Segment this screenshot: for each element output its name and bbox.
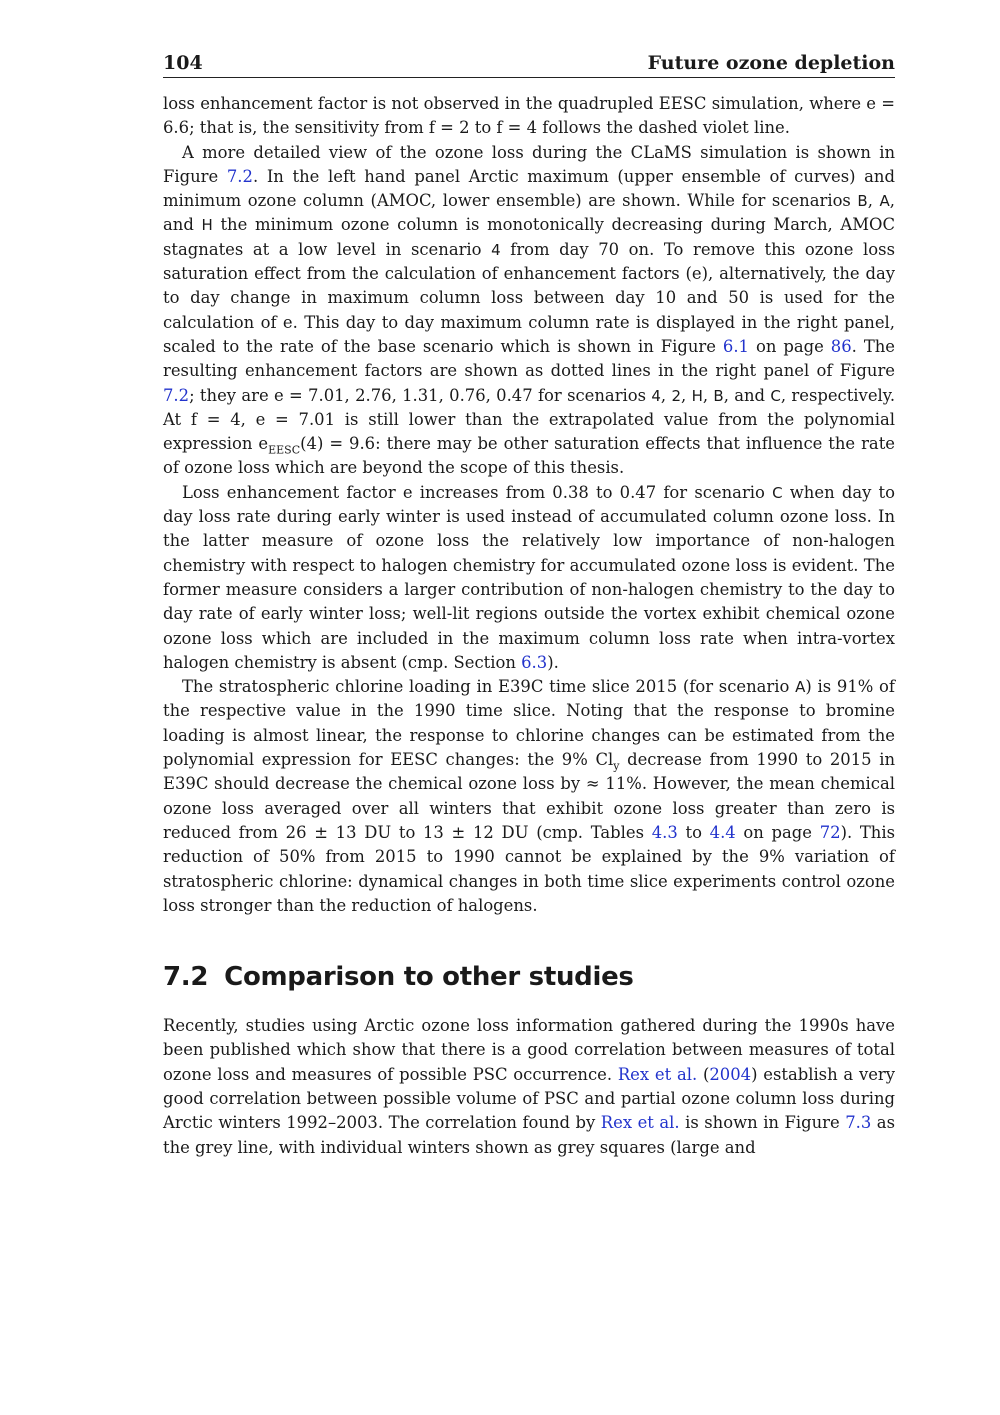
figure-7-2-link[interactable]: 7.2 bbox=[226, 166, 253, 186]
figure-7-3-link[interactable]: 7.3 bbox=[845, 1113, 872, 1133]
running-header bbox=[163, 52, 895, 78]
section-title: Comparison to other studies bbox=[224, 962, 634, 993]
scenario-label: 4 bbox=[491, 240, 501, 259]
figure-7-2-link[interactable]: 7.2 bbox=[163, 385, 190, 405]
scenario-label: A bbox=[879, 192, 890, 211]
body-text bbox=[163, 92, 895, 918]
paragraph-4: The stratospheric chlorine loading in E39C time slice 2015 (for scenario A) is 91% of the respective value in the 1990 time slice. Noting that the response to bromine loading is almost linear, the response to chlorine changes can be estimated from the polynomial expression for EESC changes: the 9% $Cl_y$ decrease from 1990 to 2015 in E39C should decrease the chemical ozone loss by ≈ 11%. However, the mean chemical ozone loss averaged over all winters that exhibit ozone loss greater than zero is reduced from 26 ± 13 DU to 13 ± 12 DU (cmp. Tables 4.3 to 4.4 on page 72). This reduction of 50% from 2015 to 1990 cannot be explained by the 9% variation of stratospheric chlorine: dynamical changes in both time slice experiments control ozone loss stronger than the reduction of halogens. bbox=[163, 677, 896, 915]
paragraph-3: Loss enhancement factor e increases from 0.38 to 0.47 for scenario C when day to day loss rate during early winter is used instead of accumulated column ozone loss. In the latter measure of ozone loss the relatively low importance of non-halogen chemistry with respect to halogen chemistry for accumulated ozone loss is evident. The former measure considers a larger contribution of non-halogen chemistry to the day to day rate of early winter loss; well-lit regions outside the vortex exhibit chemical ozone ozone loss which are included in the maximum column loss rate when intra-vortex halogen chemistry is absent (cmp. Section 6.3). bbox=[163, 482, 895, 672]
paragraph-5: Recently, studies using Arctic ozone loss information gathered during the 1990s have been published which show that there is a good correlation between measures of total ozone loss and measures of possible PSC occurrence. Rex et al. (2004) establish a very good correlation between possible volume of PSC and partial ozone column loss during Arctic winters 1992–2003. The correlation found by Rex et al. is shown in Figure 7.3 as the grey line, with individual winters shown as grey squares (large and bbox=[163, 1016, 896, 1157]
section-heading bbox=[163, 962, 895, 992]
section-body bbox=[163, 1014, 895, 1160]
page-72-link[interactable]: 72 bbox=[819, 822, 841, 842]
paragraph-2: A more detailed view of the ozone loss during the CLaMS simulation is shown in Figure 7.2. In the left hand panel Arctic maximum (upper ensemble of curves) and minimum ozone column (AMOC, lower ensemble) are shown. While for scenarios B, A, and H the minimum ozone column is monotonically decreasing during March, AMOC stagnates at a low level in scenario 4 from day 70 on. To remove this ozone loss saturation effect from the calculation of enhancement factors (e), alternatively, the day to day change in maximum column loss between day 10 and 50 is used for the calculation of e. This day to day maximum column rate is displayed in the right panel, scaled to the rate of the base scenario which is shown in Figure 6.1 on page 86. The resulting enhancement factors are shown as dotted lines in the right panel of Figure 7.2; they are e = 7.01, 2.76, 1.31, 0.76, 0.47 for scenarios 4, 2, H, B, and C, respectively. At f = 4, e = 7.01 is still lower than the extrapolated value from the polynomial expression $e_{EESC}(4) = 9.6$: there may be other saturation effects that influence the rate of ozone loss which are beyond the scope of this thesis. bbox=[163, 142, 896, 478]
scenario-label: H bbox=[201, 216, 213, 235]
table-4-4-link[interactable]: 4.4 bbox=[709, 822, 736, 842]
rex-citation-link[interactable]: Rex et al. bbox=[600, 1113, 680, 1133]
paragraph-1: loss enhancement factor is not observed in the quadrupled EESC simulation, where e = 6.6; that is, the sensitivity from f = 2 to f = 4 follows the dashed violet line. bbox=[163, 94, 895, 138]
page bbox=[163, 52, 895, 1160]
figure-6-1-link[interactable]: 6.1 bbox=[722, 336, 749, 356]
rex-citation-link[interactable]: Rex et al. bbox=[617, 1064, 698, 1084]
scenario-label: B bbox=[857, 192, 868, 211]
page-number: 104 bbox=[163, 52, 203, 74]
table-4-3-link[interactable]: 4.3 bbox=[651, 822, 678, 842]
page-86-link[interactable]: 86 bbox=[830, 336, 852, 356]
section-number: 7.2 bbox=[163, 962, 209, 993]
section-6-3-link[interactable]: 6.3 bbox=[521, 652, 548, 672]
year-2004-link[interactable]: 2004 bbox=[709, 1064, 752, 1084]
chapter-title: Future ozone depletion bbox=[647, 52, 895, 74]
